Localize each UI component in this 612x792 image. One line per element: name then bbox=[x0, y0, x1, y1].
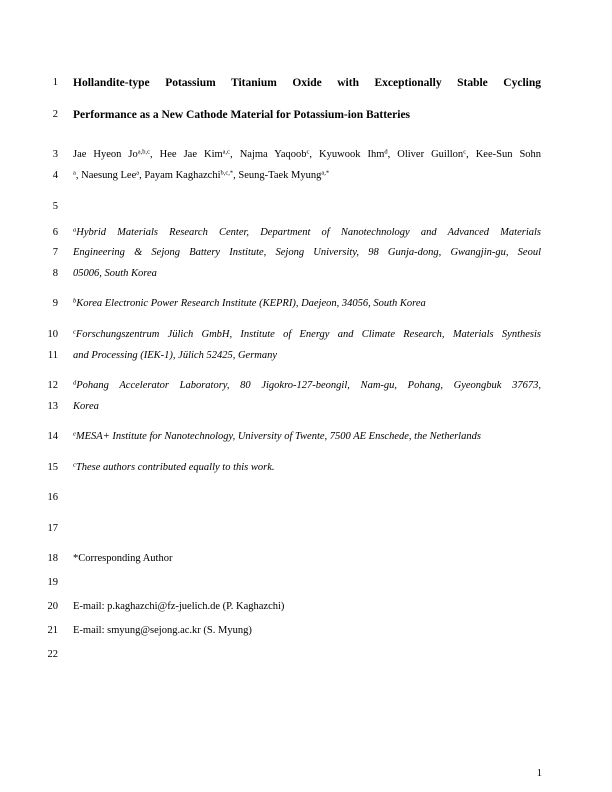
author-name: Payam Kaghazchi bbox=[144, 170, 221, 181]
line-number: 22 bbox=[47, 649, 58, 660]
affiliation-e: $^e$MESA+ Institute for Nanotechnology, University of Twente, 7500 AE Enschede, the Netherlands bbox=[73, 430, 481, 442]
author-affiliation-mark: a bbox=[73, 169, 76, 177]
affiliation-c-line-1: $^c$Forschungszentrum Jülich GmbH, Institute of Energy and Climate Research, Materials Synthesis bbox=[73, 328, 541, 340]
author-affiliation-mark: b,c,* bbox=[220, 169, 234, 177]
author-name: Hee Jae Kim bbox=[159, 149, 223, 160]
affiliation-mark: b bbox=[73, 297, 77, 305]
line-number: 5 bbox=[52, 201, 58, 212]
line-number: 16 bbox=[47, 492, 58, 503]
line-number: 13 bbox=[47, 401, 58, 412]
author-affiliation-mark: a,b,c bbox=[137, 148, 151, 156]
line-number: 15 bbox=[47, 462, 58, 473]
affiliation-mark: c bbox=[73, 461, 76, 469]
page-number: 1 bbox=[536, 768, 542, 779]
affiliation-mark: a bbox=[73, 226, 77, 234]
author-affiliation-mark: c bbox=[306, 148, 310, 156]
line-number: 17 bbox=[47, 523, 58, 534]
author-name: Kee-Sun Sohn bbox=[475, 149, 542, 160]
line-number: 8 bbox=[52, 268, 58, 279]
affiliation-a-line-3: 05006, South Korea bbox=[73, 268, 157, 279]
author-affiliation-mark: a,c bbox=[222, 148, 231, 156]
author-name: Seung-Taek Myung bbox=[238, 170, 322, 181]
line-number: 3 bbox=[52, 149, 58, 160]
author-name: Jae Hyeon Jo bbox=[73, 149, 138, 160]
affiliation-a-line-2: Engineering & Sejong Battery Institute, Sejong University, 98 Gunja-dong, Gwangjin-gu, Seoul bbox=[73, 247, 541, 258]
corresponding-author-label: *Corresponding Author bbox=[73, 553, 173, 564]
affiliation-c-line-2: and Processing (IEK-1), Jülich 52425, Germany bbox=[73, 350, 278, 361]
author-affiliation-mark: c bbox=[463, 148, 467, 156]
author-affiliation-mark: a,* bbox=[321, 169, 330, 177]
corresponding-email-1: E-mail: p.kaghazchi@fz-juelich.de (P. Kaghazchi) bbox=[73, 601, 285, 612]
author-affiliation-mark: d bbox=[384, 148, 388, 156]
line-number: 12 bbox=[47, 380, 58, 391]
corresponding-email-2: E-mail: smyung@sejong.ac.kr (S. Myung) bbox=[73, 625, 252, 636]
line-number: 21 bbox=[47, 625, 58, 636]
paper-title-line-2: Performance as a New Cathode Material for Potassium-ion Batteries bbox=[73, 109, 411, 121]
affiliation-mark: c bbox=[73, 328, 76, 336]
line-number: 4 bbox=[52, 170, 58, 181]
line-number: 10 bbox=[47, 329, 58, 340]
line-number: 6 bbox=[52, 227, 58, 238]
author-list-line-1: Jae Hyeon Jo$^{a,b,c}$, Hee Jae Kim$^{a,c}$, Najma Yaqoob$^c$, Kyuwook Ihm$^d$, Oliver Guillon$^c$, Kee-Sun Sohn bbox=[73, 148, 542, 160]
affiliation-a-line-1: $^a$Hybrid Materials Research Center, Department of Nanotechnology and Advanced Materials bbox=[73, 226, 541, 238]
affiliation-d-line-2: Korea bbox=[73, 401, 99, 412]
line-number: 1 bbox=[52, 77, 58, 88]
line-number: 9 bbox=[52, 298, 58, 309]
author-name: Naesung Lee bbox=[81, 170, 137, 181]
author-list-line-2: $^a$, Naesung Lee$^a$, Payam Kaghazchi$^{b,c,*}$, Seung-Taek Myung$^{a,*}$ bbox=[73, 169, 330, 181]
author-name: Najma Yaqoob bbox=[239, 149, 307, 160]
line-number: 7 bbox=[52, 247, 58, 258]
equal-contribution-note: $^c$These authors contributed equally to this work. bbox=[73, 461, 275, 473]
line-number: 2 bbox=[52, 109, 58, 120]
affiliation-b: $^b$Korea Electronic Power Research Institute (KEPRI), Daejeon, 34056, South Korea bbox=[73, 297, 426, 309]
line-number: 18 bbox=[47, 553, 58, 564]
line-number: 20 bbox=[47, 601, 58, 612]
line-number: 11 bbox=[47, 350, 58, 361]
paper-title-line-1: Hollandite-type Potassium Titanium Oxide with Exceptionally Stable Cycling bbox=[73, 77, 541, 89]
author-affiliation-mark: a bbox=[136, 169, 140, 177]
line-number: 19 bbox=[47, 577, 58, 588]
line-number: 14 bbox=[47, 431, 58, 442]
author-name: Kyuwook Ihm bbox=[319, 149, 385, 160]
author-name: Oliver Guillon bbox=[397, 149, 464, 160]
affiliation-d-line-1: $^d$Pohang Accelerator Laboratory, 80 Jigokro-127-beongil, Nam-gu, Pohang, Gyeongbuk 37673, bbox=[73, 379, 541, 391]
affiliation-mark: d bbox=[73, 379, 77, 387]
affiliation-mark: e bbox=[73, 430, 76, 438]
